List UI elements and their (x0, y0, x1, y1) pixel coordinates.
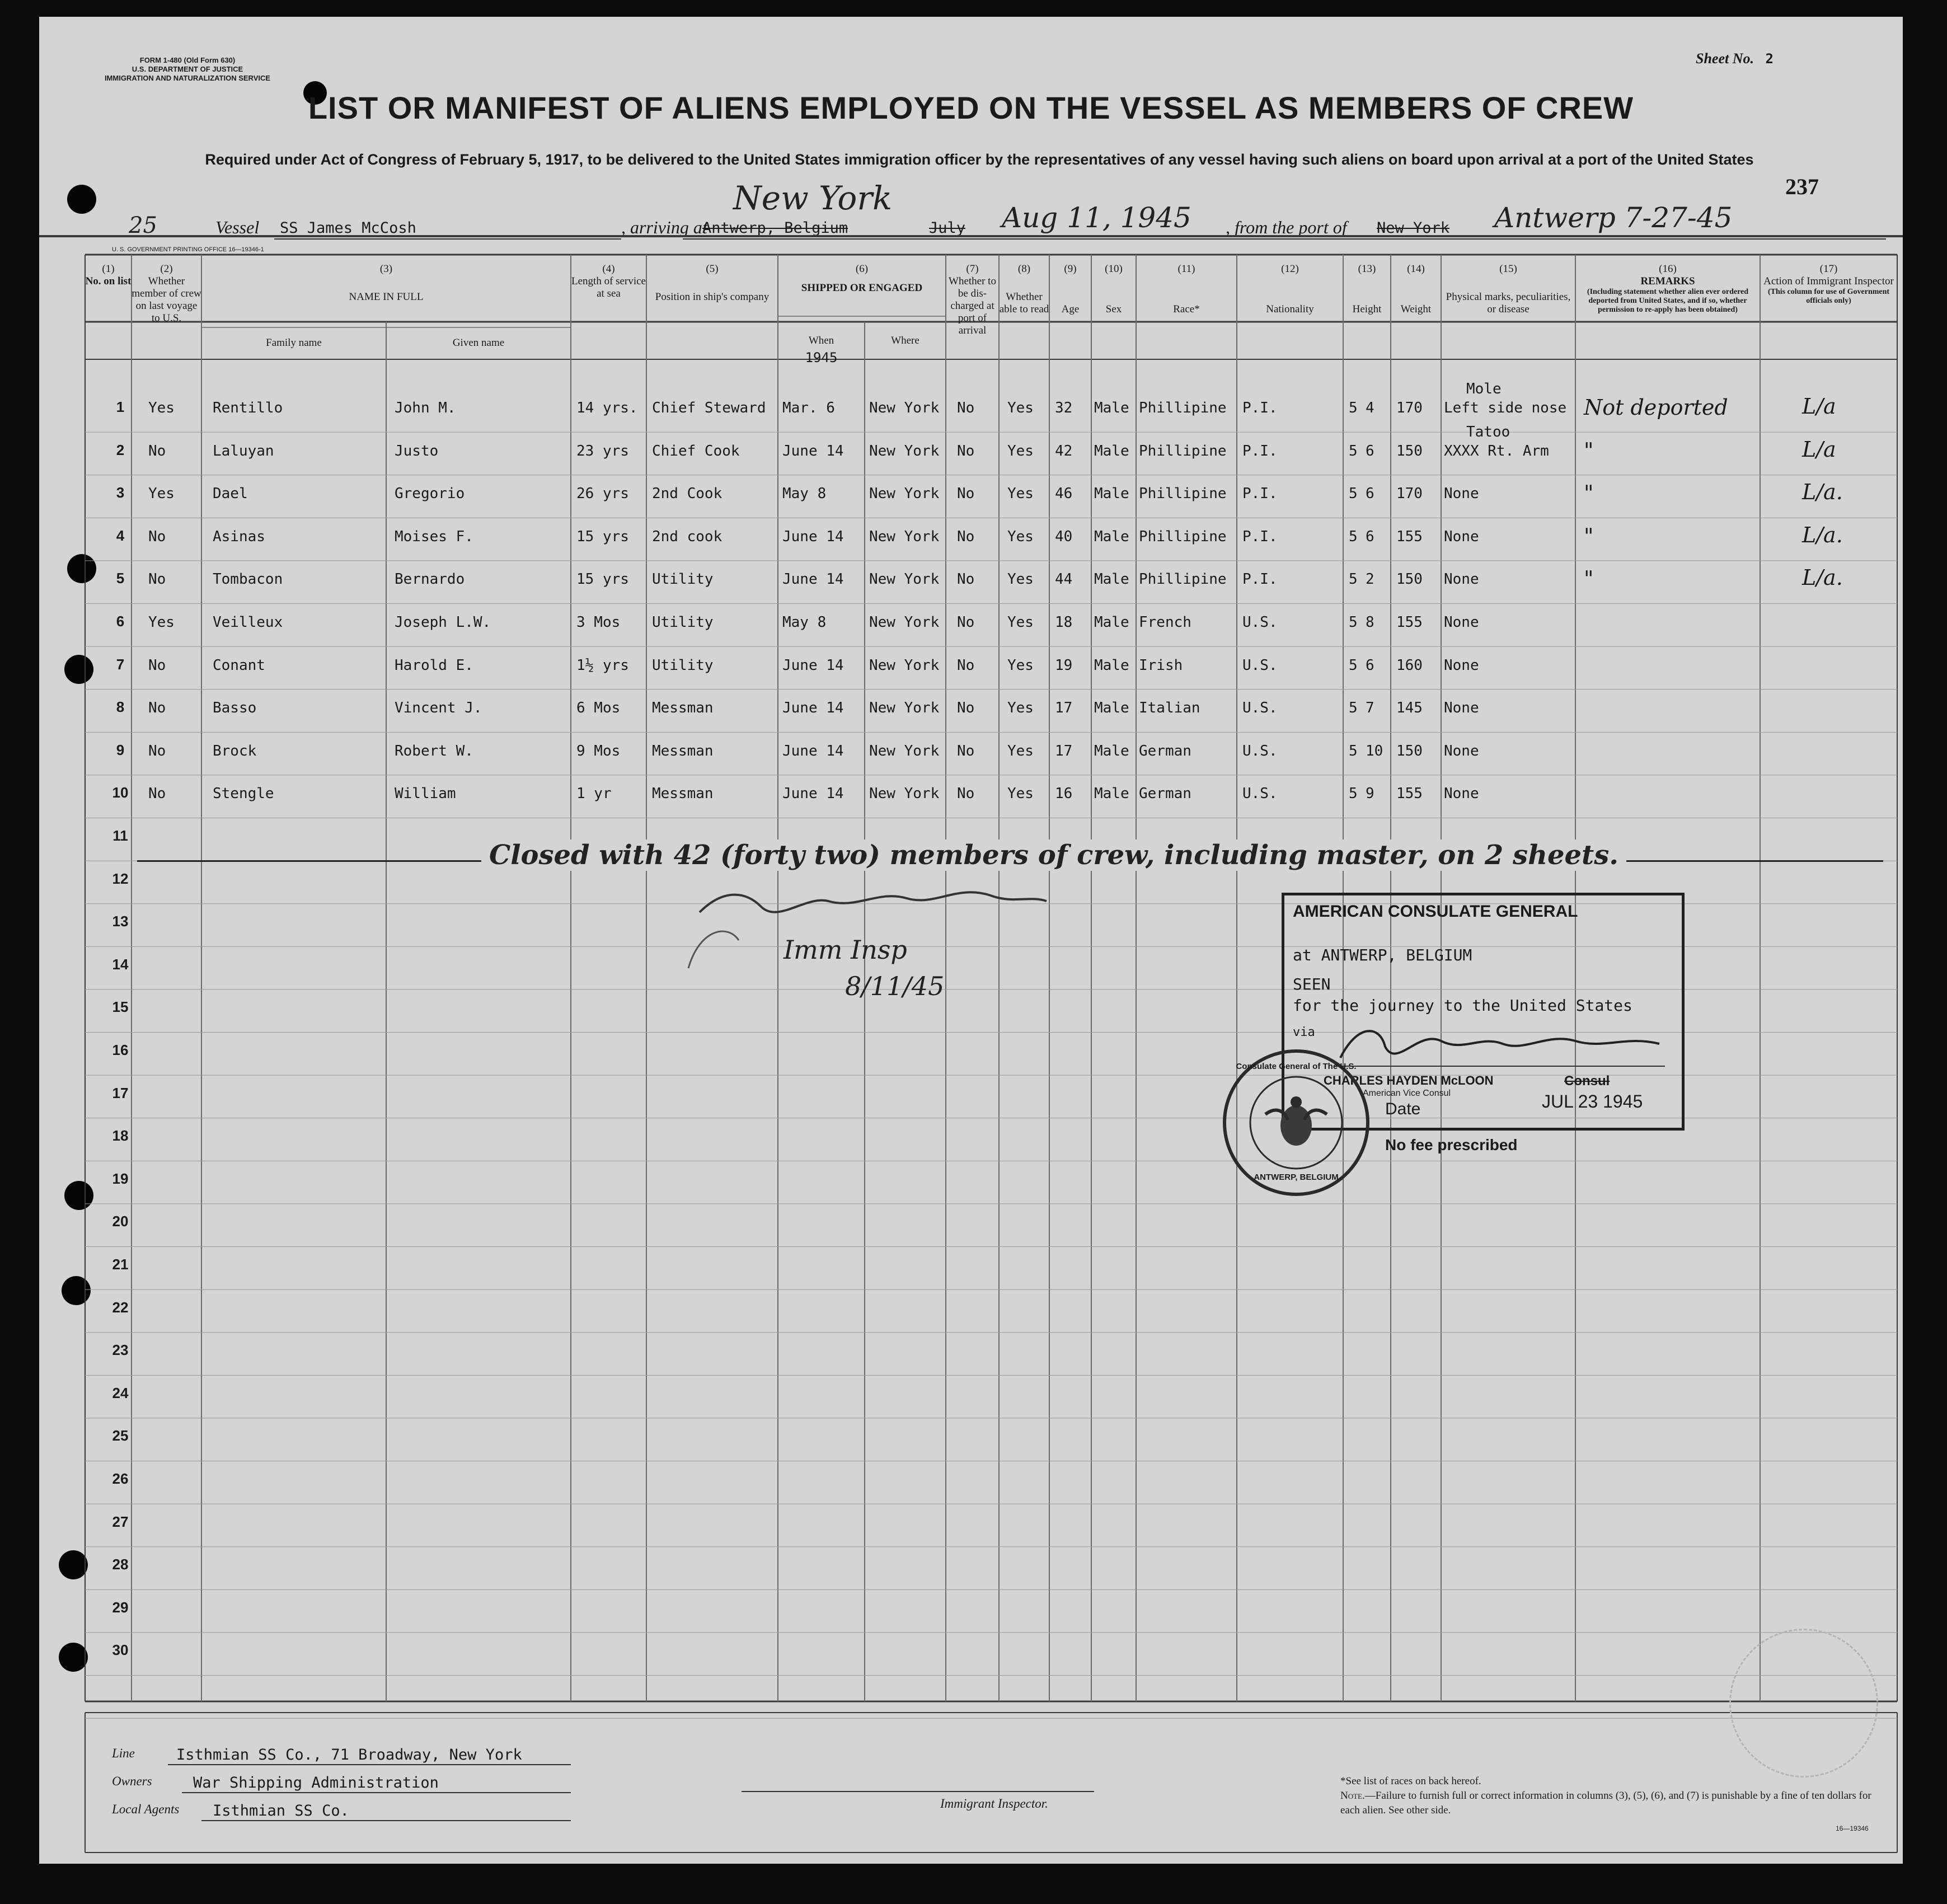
row-number: 24 (112, 1384, 129, 1401)
crew-last-voyage: No (148, 528, 166, 545)
crew-height-inches: 8 (1366, 614, 1374, 631)
crew-given-name: Moises F. (395, 528, 473, 545)
crew-nationality: P.I. (1242, 571, 1278, 588)
crew-shipped-where: New York (869, 785, 940, 803)
crew-height-feet: 5 (1349, 571, 1358, 588)
crew-discharged: No (957, 571, 975, 588)
row-number: 9 (116, 741, 125, 758)
crew-position: Chief Steward (652, 400, 766, 416)
crew-race: Phillipine (1139, 400, 1227, 416)
agents-label: Local Agents (112, 1802, 180, 1816)
crew-able-to-read: Yes (1007, 442, 1034, 459)
crew-weight: 155 (1396, 528, 1423, 545)
crew-family-name: Conant (213, 656, 265, 674)
crew-weight: 155 (1396, 614, 1423, 631)
crew-discharged: No (957, 400, 975, 416)
crew-shipped-when: May 8 (782, 614, 827, 631)
crew-able-to-read: Yes (1007, 742, 1034, 759)
crew-family-name: Stengle (213, 785, 274, 803)
crew-last-voyage: No (148, 742, 166, 759)
crew-shipped-where: New York (869, 400, 940, 416)
crew-height-feet: 5 (1349, 400, 1358, 416)
crew-given-name: Joseph L.W. (395, 614, 491, 631)
row-number: 30 (112, 1642, 129, 1659)
consulate-stamp: AMERICAN CONSULATE GENERAL at ANTWERP, BELGIUM SEEN for the journey to the United States via CHARLES HAYDEN McLOON American Vice Consul Consul Date JUL 23 1945 (1282, 893, 1685, 1131)
crew-shipped-where: New York (869, 571, 940, 588)
crew-shipped-when: Mar. 6 (782, 400, 835, 416)
crew-age: 17 (1055, 742, 1073, 759)
crew-inspector-action: L/a. (1802, 565, 1843, 590)
crew-position: Utility (652, 571, 714, 588)
crew-given-name: John M. (395, 400, 456, 416)
crew-physical-marks: None (1444, 528, 1479, 545)
manifest-sheet (39, 17, 1903, 1864)
crew-physical-marks: None (1444, 656, 1479, 674)
crew-weight: 170 (1396, 400, 1423, 416)
crew-height-feet: 5 (1349, 528, 1358, 545)
row-number: 5 (116, 570, 125, 587)
crew-given-name: William (395, 785, 456, 803)
crew-age: 40 (1055, 528, 1073, 545)
crew-last-voyage: No (148, 785, 166, 803)
crew-sex: Male (1094, 528, 1129, 545)
arriving-port-typed: Antwerp, Belgium (702, 219, 848, 237)
crew-shipped-when: June 14 (782, 656, 844, 674)
row-number: 6 (116, 613, 125, 630)
arrival-date-handwritten: Aug 11, 1945 (1002, 201, 1191, 234)
col-7-header: (7) Whether to be dis-charged at port of arrival (949, 263, 996, 336)
crew-length-of-service: 15 yrs (576, 571, 629, 588)
crew-age: 16 (1055, 785, 1073, 803)
crew-physical-marks: None (1444, 785, 1479, 803)
agents-value: Isthmian SS Co. (213, 1802, 349, 1819)
crew-age: 32 (1055, 400, 1073, 416)
crew-physical-marks: XXXX Rt. Arm (1444, 442, 1549, 459)
document-title: LIST OR MANIFEST OF ALIENS EMPLOYED ON THE VESSEL AS MEMBERS OF CREW (308, 90, 1634, 125)
vice-consul-signature (1335, 1019, 1671, 1075)
row-number: 26 (112, 1470, 129, 1487)
closing-note: Closed with 42 (forty two) members of crew, including master, on 2 sheets. (481, 840, 1626, 871)
row-number: 18 (112, 1127, 129, 1145)
crew-age: 19 (1055, 656, 1073, 674)
crew-family-name: Laluyan (213, 442, 274, 459)
crew-family-name: Brock (213, 742, 257, 759)
crew-sex: Male (1094, 614, 1129, 631)
fee-note: No fee prescribed (1385, 1136, 1518, 1153)
col-14-header: (14) Weight (1400, 263, 1432, 315)
races-note: *See list of races on back hereof. (1340, 1775, 1481, 1787)
document-subtitle: Required under Act of Congress of February 5, 1917, to be delivered to the United States immigration officer by the representatives of any vessel having such aliens on board upon arrival at a port of the United States (205, 151, 1754, 168)
crew-length-of-service: 3 Mos (576, 614, 621, 631)
crew-able-to-read: Yes (1007, 571, 1034, 588)
crew-sex: Male (1094, 785, 1129, 803)
crew-remarks: Not deported (1584, 395, 1728, 420)
crew-age: 44 (1055, 571, 1073, 588)
crew-position: Messman (652, 700, 714, 717)
col-16-header: (16) REMARKS (Including statement whether alien ever ordered deported from United States, and if so, whether permission to re-apply has been obtained) (1587, 263, 1749, 314)
crew-sex: Male (1094, 571, 1129, 588)
col-11-header: (11) Race* (1173, 263, 1200, 315)
owners-label: Owners (112, 1774, 152, 1788)
inspector-signature-line (742, 1791, 1094, 1792)
crew-discharged: No (957, 700, 975, 717)
form-code: 16—19346 (1836, 1825, 1869, 1832)
underline (182, 1792, 571, 1793)
crew-remarks: " (1584, 566, 1594, 592)
crew-height-feet: 5 (1349, 700, 1358, 717)
crew-family-name: Veilleux (213, 614, 283, 631)
col-3b-header: Given name (452, 337, 505, 349)
crew-able-to-read: Yes (1007, 614, 1034, 631)
crew-nationality: P.I. (1242, 442, 1278, 459)
crew-family-name: Tombacon (213, 571, 283, 588)
crew-nationality: U.S. (1242, 700, 1278, 717)
col-10-header: (10) Sex (1105, 263, 1123, 315)
crew-length-of-service: 26 yrs (576, 485, 629, 503)
margin-mark: 25 (129, 213, 157, 238)
row-number: 19 (112, 1170, 129, 1187)
crew-physical-marks: None (1444, 742, 1479, 759)
crew-able-to-read: Yes (1007, 656, 1034, 674)
form-identifier: FORM 1-480 (Old Form 630) U.S. DEPARTMENT OF JUSTICE IMMIGRATION AND NATURALIZATION SERVICE (104, 56, 271, 82)
crew-race: German (1139, 742, 1191, 759)
printer-line: U. S. GOVERNMENT PRINTING OFFICE 16—19346-1 (112, 246, 264, 253)
arriving-port-handwritten: New York (733, 179, 893, 217)
col-2-header: (2) Whether member of crew on last voyage to U.S. (132, 263, 201, 324)
crew-height-feet: 5 (1349, 785, 1358, 803)
crew-sex: Male (1094, 700, 1129, 717)
crew-age: 18 (1055, 614, 1073, 631)
crew-height-feet: 5 (1349, 656, 1358, 674)
crew-discharged: No (957, 614, 975, 631)
crew-able-to-read: Yes (1007, 785, 1034, 803)
inspector-date: 8/11/45 (845, 971, 945, 1001)
col-3a-header: Family name (266, 337, 322, 349)
crew-shipped-when: June 14 (782, 442, 844, 459)
from-port-handwritten: Antwerp 7-27-45 (1494, 201, 1733, 234)
crew-shipped-when: June 14 (782, 785, 844, 803)
vessel-name: SS James McCosh (280, 219, 416, 237)
crew-race: Phillipine (1139, 571, 1227, 588)
crew-position: Messman (652, 742, 714, 759)
col-6b-header: Where (891, 335, 919, 346)
crew-shipped-where: New York (869, 742, 940, 759)
col-9-header: (9) Age (1061, 263, 1080, 315)
crew-able-to-read: Yes (1007, 485, 1034, 503)
crew-height-inches: 6 (1366, 442, 1374, 459)
crew-last-voyage: No (148, 442, 166, 459)
crew-given-name: Bernardo (395, 571, 465, 588)
crew-length-of-service: 1 yr (576, 785, 612, 803)
crew-race: Phillipine (1139, 485, 1227, 503)
col-12-header: (12) Nationality (1266, 263, 1314, 315)
crew-height-inches: 6 (1366, 656, 1374, 674)
crew-race: Italian (1139, 700, 1200, 717)
row-number: 13 (112, 913, 129, 930)
row-number: 2 (116, 441, 125, 458)
immigrant-inspector-label: Immigrant Inspector. (940, 1797, 1048, 1811)
row-number: 1 (116, 398, 125, 415)
crew-height-inches: 10 (1366, 742, 1383, 759)
crew-weight: 170 (1396, 485, 1423, 503)
crew-given-name: Robert W. (395, 742, 473, 759)
row-number: 28 (112, 1556, 129, 1573)
crew-age: 46 (1055, 485, 1073, 503)
col-6a-header: When 1945 (805, 335, 838, 365)
crew-sex: Male (1094, 400, 1129, 416)
underline (168, 1764, 571, 1765)
row-number: 12 (112, 870, 129, 887)
crew-shipped-where: New York (869, 528, 940, 545)
vessel-label: Vessel (215, 217, 260, 237)
crew-nationality: U.S. (1242, 785, 1278, 803)
crew-height-feet: 5 (1349, 742, 1358, 759)
col-17-header: (17) Action of Immigrant Inspector (This column for use of Government officials only) (1763, 263, 1894, 305)
owners-value: War Shipping Administration (193, 1774, 439, 1792)
row-number: 21 (112, 1256, 129, 1273)
crew-race: Phillipine (1139, 442, 1227, 459)
crew-height-inches: 7 (1366, 700, 1374, 717)
line-value: Isthmian SS Co., 71 Broadway, New York (176, 1746, 522, 1764)
crew-able-to-read: Yes (1007, 700, 1034, 717)
crew-position: Utility (652, 656, 714, 674)
crew-height-feet: 5 (1349, 485, 1358, 503)
line-label: Line (112, 1746, 135, 1760)
crew-length-of-service: 9 Mos (576, 742, 621, 759)
crew-nationality: U.S. (1242, 742, 1278, 759)
month-typed: July (929, 219, 966, 237)
col-8-header: (8) Whether able to read (999, 263, 1049, 315)
from-label: , from the port of (1226, 217, 1347, 237)
crew-last-voyage: Yes (148, 614, 175, 631)
crew-race: German (1139, 785, 1191, 803)
crew-nationality: U.S. (1242, 656, 1278, 674)
crew-race: French (1139, 614, 1191, 631)
crew-height-feet: 5 (1349, 614, 1358, 631)
page-number: 237 (1785, 174, 1819, 199)
fine-note: Note.—Failure to furnish full or correct information in columns (3), (5), (6), and (7) is punishable by a fine of ten dollars for each alien. See other side. (1340, 1790, 1871, 1816)
crew-race: Irish (1139, 656, 1183, 674)
crew-physical-marks-line1: Tatoo (1466, 423, 1510, 440)
underline (201, 1820, 571, 1821)
row-number: 23 (112, 1342, 129, 1359)
col-15-header: (15) Physical marks, peculiarities, or disease (1446, 263, 1571, 315)
crew-discharged: No (957, 742, 975, 759)
row-number: 17 (112, 1084, 129, 1101)
crew-weight: 150 (1396, 742, 1423, 759)
crew-shipped-where: New York (869, 656, 940, 674)
crew-discharged: No (957, 485, 975, 503)
crew-physical-marks: None (1444, 614, 1479, 631)
col-1-header: (1) No. on list (85, 263, 132, 287)
crew-weight: 150 (1396, 442, 1423, 459)
row-number: 20 (112, 1213, 129, 1230)
crew-given-name: Gregorio (395, 485, 465, 503)
col-13-header: (13) Height (1352, 263, 1382, 315)
embossed-seal (1729, 1629, 1878, 1778)
from-port-typed: New York (1377, 219, 1450, 237)
eagle-seal-icon (1226, 1053, 1366, 1193)
crew-position: Utility (652, 614, 714, 631)
crew-last-voyage: No (148, 571, 166, 588)
crew-last-voyage: No (148, 700, 166, 717)
crew-sex: Male (1094, 442, 1129, 459)
crew-discharged: No (957, 442, 975, 459)
crew-length-of-service: 14 yrs. (576, 400, 638, 416)
row-number: 29 (112, 1598, 129, 1616)
crew-discharged: No (957, 528, 975, 545)
crew-nationality: P.I. (1242, 528, 1278, 545)
crew-physical-marks: None (1444, 571, 1479, 588)
col-3-header: (3) NAME IN FULL (349, 263, 424, 303)
row-number: 15 (112, 998, 129, 1016)
crew-sex: Male (1094, 742, 1129, 759)
crew-physical-marks: Left side nose (1444, 400, 1567, 416)
crew-age: 17 (1055, 700, 1073, 717)
crew-shipped-when: June 14 (782, 528, 844, 545)
crew-shipped-when: June 14 (782, 742, 844, 759)
crew-family-name: Dael (213, 485, 248, 503)
crew-weight: 150 (1396, 571, 1423, 588)
crew-position: Chief Cook (652, 442, 740, 459)
row-number: 7 (116, 655, 125, 673)
crew-shipped-where: New York (869, 485, 940, 503)
crew-inspector-action: L/a. (1802, 480, 1843, 505)
crew-shipped-where: New York (869, 700, 940, 717)
col-6-header: (6) SHIPPED OR ENGAGED (801, 263, 923, 294)
row-number: 8 (116, 698, 125, 716)
crew-weight: 145 (1396, 700, 1423, 717)
crew-family-name: Rentillo (213, 400, 283, 416)
crew-discharged: No (957, 656, 975, 674)
crew-last-voyage: No (148, 656, 166, 674)
crew-weight: 160 (1396, 656, 1423, 674)
crew-shipped-where: New York (869, 442, 940, 459)
crew-inspector-action: L/a. (1802, 522, 1843, 547)
crew-length-of-service: 6 Mos (576, 700, 621, 717)
crew-height-feet: 5 (1349, 442, 1358, 459)
crew-remarks: " (1584, 481, 1594, 506)
row-number: 11 (112, 827, 128, 844)
crew-shipped-where: New York (869, 614, 940, 631)
crew-nationality: P.I. (1242, 400, 1278, 416)
crew-shipped-when: June 14 (782, 571, 844, 588)
crew-height-inches: 6 (1366, 485, 1374, 503)
crew-sex: Male (1094, 656, 1129, 674)
row-number: 16 (112, 1042, 129, 1058)
crew-shipped-when: May 8 (782, 485, 827, 503)
crew-discharged: No (957, 785, 975, 803)
crew-height-inches: 4 (1366, 400, 1374, 416)
consulate-seal: Consulate General of The U.S. ANTWERP, BELGIUM (1223, 1049, 1369, 1196)
crew-remarks: " (1584, 438, 1594, 463)
crew-nationality: P.I. (1242, 485, 1278, 503)
crew-given-name: Justo (395, 442, 439, 459)
crew-last-voyage: Yes (148, 400, 175, 416)
crew-height-inches: 6 (1366, 528, 1374, 545)
crew-length-of-service: 15 yrs (576, 528, 629, 545)
crew-length-of-service: 1½ yrs (576, 656, 629, 674)
crew-age: 42 (1055, 442, 1073, 459)
crew-inspector-action: L/a (1802, 437, 1836, 462)
row-number: 4 (116, 527, 125, 544)
crew-shipped-when: June 14 (782, 700, 844, 717)
crew-physical-marks: None (1444, 485, 1479, 503)
row-number: 25 (112, 1427, 129, 1445)
crew-nationality: U.S. (1242, 614, 1278, 631)
crew-position: 2nd cook (652, 528, 722, 545)
crew-family-name: Basso (213, 700, 257, 717)
row-number: 22 (112, 1298, 129, 1316)
row-number: 3 (116, 484, 125, 501)
crew-height-inches: 9 (1366, 785, 1374, 803)
row-number: 10 (112, 784, 129, 801)
crew-given-name: Harold E. (395, 656, 473, 674)
arriving-label: , arriving at (621, 217, 707, 237)
col-5-header: (5) Position in ship's company (655, 263, 770, 303)
crew-physical-marks: None (1444, 700, 1479, 717)
row-number: 14 (112, 955, 129, 973)
crew-sex: Male (1094, 485, 1129, 503)
crew-race: Phillipine (1139, 528, 1227, 545)
crew-height-inches: 2 (1366, 571, 1374, 588)
crew-last-voyage: Yes (148, 485, 175, 503)
crew-position: Messman (652, 785, 714, 803)
inspector-initials: Imm Insp (784, 935, 907, 965)
col-4-header: (4) Length of service at sea (571, 263, 646, 299)
crew-given-name: Vincent J. (395, 700, 482, 717)
crew-family-name: Asinas (213, 528, 265, 545)
crew-able-to-read: Yes (1007, 528, 1034, 545)
crew-weight: 155 (1396, 785, 1423, 803)
sheet-number: Sheet No. 2 (1696, 50, 1774, 67)
row-number: 27 (112, 1513, 129, 1530)
crew-position: 2nd Cook (652, 485, 722, 503)
crew-physical-marks-line1: Mole (1466, 381, 1502, 397)
crew-remarks: " (1584, 523, 1594, 548)
crew-length-of-service: 23 yrs (576, 442, 629, 459)
crew-able-to-read: Yes (1007, 400, 1034, 416)
crew-inspector-action: L/a (1802, 394, 1836, 419)
